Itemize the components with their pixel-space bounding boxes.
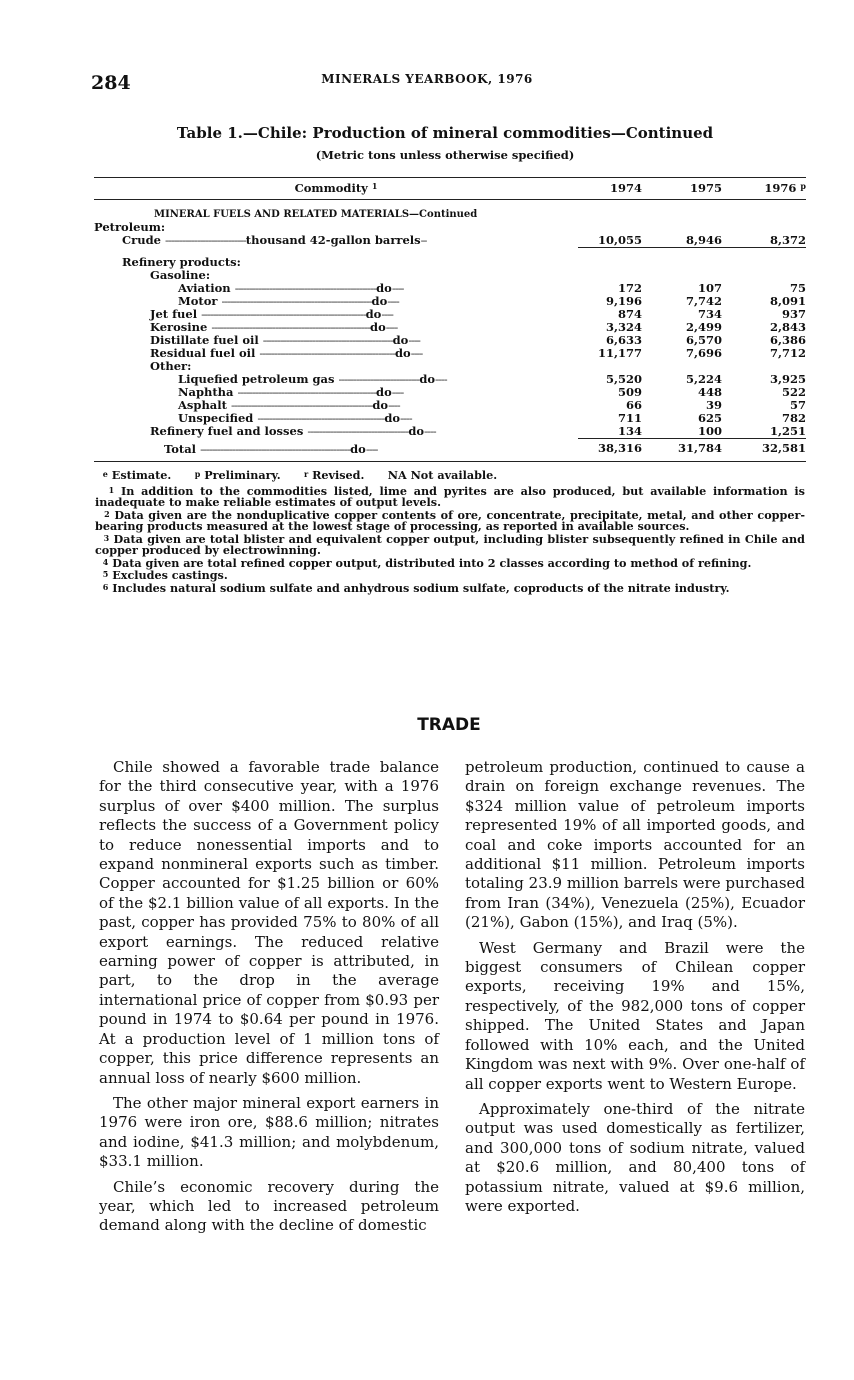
cell-1975: 448 (697, 385, 722, 399)
cell-1975: 31,784 (677, 441, 722, 456)
cell-1974: 38,316 (597, 441, 642, 456)
cell-1976: 522 (781, 385, 806, 399)
paragraph: Chile’s economic recovery during the year, which led to increased petroleum demand along with the decline of domestic (99, 1177, 439, 1235)
cell-1974: 5,520 (605, 372, 642, 386)
row-label: Kerosine -------------------------------------------------------do---- (150, 321, 398, 334)
footnote-key: $^e$ Estimate. $^p$ Preliminary. $^r$ Revised. NA Not available. (102, 468, 498, 482)
cell-1976: 32,581 (761, 441, 806, 456)
paragraph: petroleum production, continued to cause a drain on foreign exchange revenues. The $324 million value of petroleum imports represented 19% of all imported goods, and coal and coke imports accounted for an additional $11 million. Petroleum imports totaling 23.9 million barrels were purchased from Iran (34%), Venezuela (25%), Ecuador (21%), Gabon (15%), and Iraq (5%). (465, 758, 805, 932)
section-heading-trade: TRADE (417, 715, 481, 735)
cell-1976: 6,386 (769, 333, 806, 347)
cell-1974: 134 (578, 425, 642, 439)
paragraph: West Germany and Brazil were the biggest consumers of Chilean copper exports, receiving 19% and 15%, respectively, of the 982,000 tons of copper shipped. The United States and Japan followed with 10% each, and the United Kingdom was next with 9%. Over one-half of all copper exports went to Western Europe. (465, 938, 805, 1093)
petroleum-label: Petroleum: (94, 220, 166, 234)
header-1975: 1975 (689, 180, 722, 195)
row-label: Distillate fuel oil ---------------------------------------------do---- (150, 334, 420, 347)
cell-1975: 7,696 (685, 346, 722, 360)
table-row (94, 234, 806, 248)
cell-1974: 9,196 (605, 294, 642, 308)
table-footnotes (95, 470, 805, 595)
trade-column-left (99, 758, 439, 1236)
row-label: Motor ----------------------------------------------------do---- (178, 295, 399, 308)
page-number: 284 (91, 72, 131, 94)
footnote-4: $^4$ Data given are total refined copper output, distributed into 2 classes according to method of refining. (102, 555, 752, 570)
row-label: Aviation -------------------------------------------------do---- (178, 282, 404, 295)
section-label: MINERAL FUELS AND RELATED MATERIALS—Continued (154, 209, 478, 220)
row-label: Crude ----------------------------thousand 42-gallon barrels-- (122, 234, 427, 248)
footnote-3: $^3$ Data given are total blister and equivalent copper output, including blister subsequently refined in Chile and copper produced by electrowinning. (95, 531, 805, 557)
cell-1976: 75 (789, 281, 806, 295)
production-table (94, 178, 806, 459)
cell-1974: 6,633 (605, 333, 642, 347)
row-label: Unspecified --------------------------------------------do---- (178, 412, 412, 425)
cell-1975: 6,570 (685, 333, 722, 347)
cell-1974: 11,177 (597, 346, 642, 360)
gasoline-label: Gasoline: (150, 268, 211, 282)
trade-column-right (465, 758, 805, 1216)
cell-1975: 7,742 (685, 294, 722, 308)
cell-1976: 8,372 (722, 234, 806, 248)
cell-1976: 782 (781, 411, 806, 425)
cell-1976: 1,251 (722, 425, 806, 439)
row-label: Total ----------------------------------------------------do---- (164, 441, 378, 456)
header-commodity: Commodity $^1$ (294, 180, 378, 195)
table-row (94, 425, 806, 439)
row-label: Residual fuel oil -----------------------------------------------do---- (150, 347, 423, 360)
cell-1976: 8,091 (769, 294, 806, 308)
cell-1974: 3,324 (605, 320, 642, 334)
cell-1975: 625 (697, 411, 722, 425)
cell-1975: 100 (642, 425, 722, 439)
cell-1974: 711 (617, 411, 642, 425)
row-label: Asphalt -------------------------------------------------do---- (178, 399, 400, 412)
cell-1974: 66 (625, 398, 642, 412)
row-label: Jet fuel ---------------------------------------------------------do---- (150, 308, 393, 321)
cell-1976: 3,925 (769, 372, 806, 386)
refinery-label: Refinery products: (122, 255, 241, 269)
footnote-2: $^2$ Data given are the nonduplicative copper contents of ore, concentrate, precipitate, metal, and other copper-bearing products measured at the lowest stage of processing, as reported in available sources. (95, 507, 805, 533)
cell-1975: 107 (697, 281, 722, 295)
cell-1976: 937 (781, 307, 806, 321)
section-row (94, 208, 806, 221)
footnote-6: $^6$ Includes natural sodium sulfate and anhydrous sodium sulfate, coproducts of the nitrate industry. (102, 580, 730, 595)
table-bottom-rule (94, 461, 806, 462)
header-1976: 1976 $^p$ (764, 180, 806, 195)
table-row (94, 386, 806, 399)
cell-1975: 8,946 (642, 234, 722, 248)
cell-1976: 7,712 (769, 346, 806, 360)
cell-1974: 172 (617, 281, 642, 295)
footnote-5: $^5$ Excludes castings. (102, 568, 228, 582)
paragraph: Chile showed a favorable trade balance for the third consecutive year, with a 1976 surplus of over $400 million. The surplus reflects the success of a Government policy to reduce nonessential imports and to expand nonmineral exports such as timber. Copper accounted for $1.25 billion or 60% of the $2.1 billion value of all exports. In the past, copper has provided 75% to 80% of all export earnings. The reduced relative earning power of copper is attributed, in part, to the drop in the average international price of copper from $0.93 per pound in 1974 to $0.64 per pound in 1976. At a production level of 1 million tons of copper, this price difference represents an annual loss of nearly $600 million. (99, 758, 439, 1087)
header-1974: 1974 (609, 180, 642, 195)
cell-1974: 874 (617, 307, 642, 321)
table-row (94, 347, 806, 360)
table-title: Table 1.—Chile: Production of mineral commodities—Continued (176, 124, 714, 142)
cell-1976: 2,843 (769, 320, 806, 334)
footnote-1: $^1$ In addition to the commodities listed, lime and pyrites are also produced, but available information is inadequate to make reliable estimates of output levels. (95, 483, 805, 509)
cell-1975: 39 (705, 398, 722, 412)
table-subtitle: (Metric tons unless otherwise specified) (315, 148, 575, 162)
paragraph: The other major mineral export earners in 1976 were iron ore, $88.6 million; nitrates and iodine, $41.3 million; and molybdenum, $33.1 million. (99, 1093, 439, 1171)
running-head: MINERALS YEARBOOK, 1976 (321, 72, 533, 86)
table-header-row (94, 178, 806, 198)
cell-1975: 2,499 (685, 320, 722, 334)
cell-1974: 509 (617, 385, 642, 399)
other-label: Other: (150, 359, 192, 373)
cell-1975: 5,224 (685, 372, 722, 386)
cell-1975: 734 (697, 307, 722, 321)
cell-1974: 10,055 (578, 234, 642, 248)
row-label: Naphtha ------------------------------------------------do---- (178, 386, 404, 399)
row-label: Liquefied petroleum gas ----------------------------do---- (178, 373, 447, 386)
paragraph: Approximately one-third of the nitrate output was used domestically as fertilizer, and 300,000 tons of sodium nitrate, valued at $20.6 million, and 80,400 tons of potassium nitrate, valued at $9.6 million, were exported. (465, 1099, 805, 1215)
cell-1976: 57 (789, 398, 806, 412)
table-row-total (94, 439, 806, 459)
row-label: Refinery fuel and losses -----------------------------------do---- (150, 425, 436, 439)
